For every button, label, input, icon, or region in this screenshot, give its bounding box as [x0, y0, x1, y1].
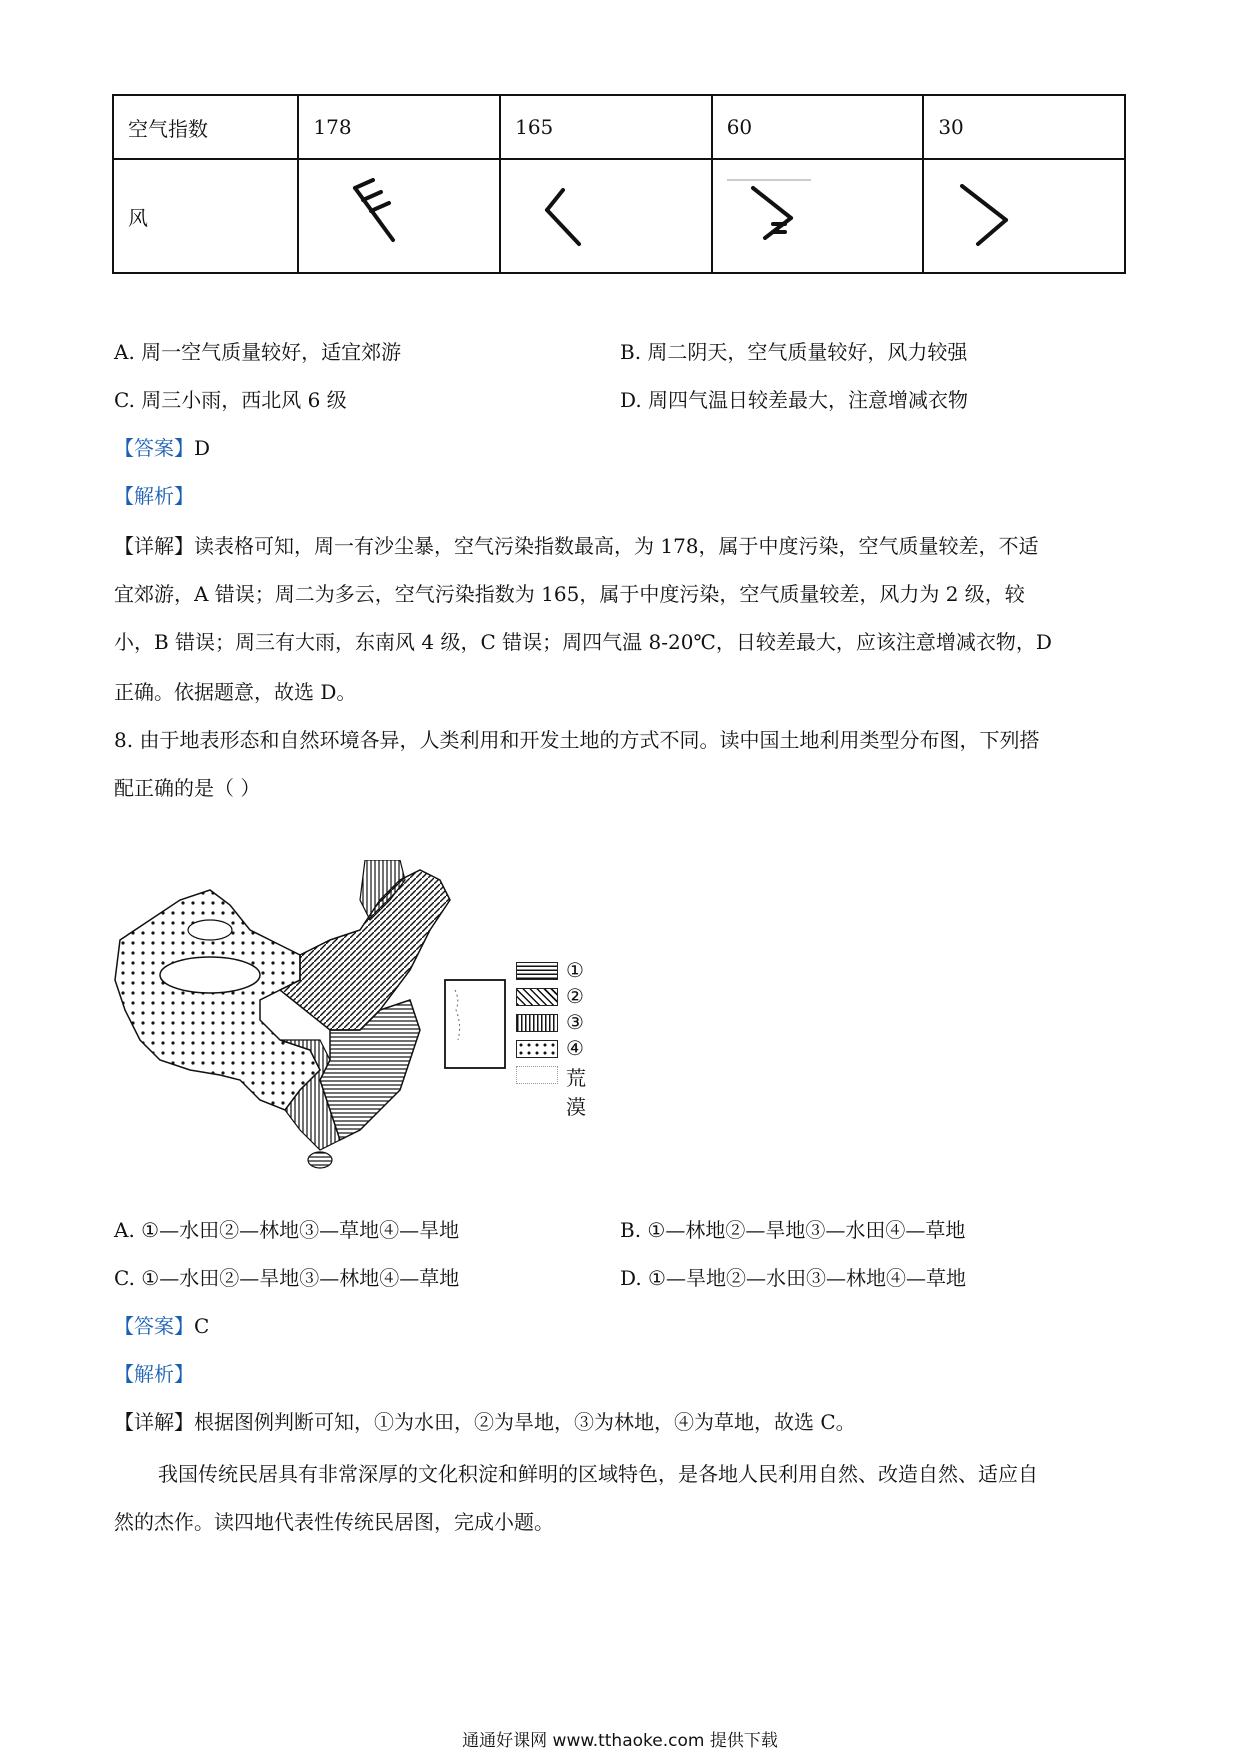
- q8-option-d: D. ①—旱地②—水田③—林地④—草地: [620, 1266, 966, 1290]
- air-index-thu: 30: [923, 95, 1125, 159]
- answer-tag: 【答案】: [114, 1314, 194, 1338]
- south-sea-inset: [445, 980, 505, 1068]
- q8-stem-line-1: 8. 由于地表形态和自然环境各异，人类利用和开发土地的方式不同。读中国土地利用类型分布图，下列搭: [114, 728, 1040, 752]
- q7-detail-line-1: 【详解】读表格可知，周一有沙尘暴，空气污染指数最高，为 178，属于中度污染，空气质量较差，不适: [114, 534, 1039, 558]
- q8-option-c: C. ①—水田②—旱地③—林地④—草地: [114, 1266, 460, 1290]
- q8-option-b: B. ①—林地②—旱地③—水田④—草地: [620, 1218, 966, 1242]
- q7-analysis-tag: 【解析】: [114, 484, 194, 508]
- q7-option-c: C. 周三小雨，西北风 6 级: [114, 388, 347, 412]
- q8-option-a: A. ①—水田②—林地③—草地④—旱地: [114, 1218, 460, 1242]
- answer-value: C: [194, 1314, 210, 1338]
- q8-detail: 【详解】根据图例判断可知，①为水田，②为旱地，③为林地，④为草地，故选 C。: [114, 1410, 856, 1434]
- answer-tag: 【答案】: [114, 436, 194, 460]
- q7-option-d: D. 周四气温日较差最大，注意增减衣物: [620, 388, 969, 412]
- weather-table: [112, 94, 1126, 274]
- page-footer: 通通好课网 www.tthaoke.com 提供下载: [462, 1731, 778, 1751]
- air-index-wed: 60: [712, 95, 924, 159]
- q8-analysis-tag: 【解析】: [114, 1362, 194, 1386]
- table-row: [113, 159, 1125, 273]
- q7-answer: [114, 434, 210, 462]
- map-region-desert: [160, 957, 260, 993]
- q7-detail-line-3: 小，B 错误；周三有大雨，东南风 4 级，C 错误；周四气温 8-20℃，日较差最大，应该注意增减衣物，D: [114, 630, 1052, 654]
- answer-value: D: [194, 436, 211, 460]
- wind-barb-2-icon: [727, 174, 827, 254]
- air-index-tue: 165: [500, 95, 712, 159]
- china-land-use-map: [110, 860, 530, 1190]
- passage-line-2: 然的杰作。读四地代表性传统民居图，完成小题。: [114, 1510, 554, 1534]
- wind-barb-1-icon: [527, 174, 607, 254]
- q7-detail-line-4: 正确。依据题意，故选 D。: [114, 680, 357, 704]
- detail-tag: 【详解】: [114, 1410, 194, 1434]
- wind-barb-0-icon: [938, 174, 1028, 254]
- table-row: [113, 95, 1125, 159]
- q7-detail-line-2: 宜郊游，A 错误；周二为多云，空气污染指数为 165，属于中度污染，空气质量较差，风力为 2 级，较: [114, 582, 1025, 606]
- row-label-wind: 风: [113, 159, 298, 273]
- passage-line-1: 我国传统民居具有非常深厚的文化积淀和鲜明的区域特色，是各地人民利用自然、改造自然、适应自: [158, 1462, 1038, 1486]
- q7-option-b: B. 周二阴天，空气质量较好，风力较强: [620, 340, 968, 364]
- wind-barb-3-icon: [341, 174, 421, 254]
- q7-option-a: A. 周一空气质量较好，适宜郊游: [114, 340, 402, 364]
- q8-stem-line-2: 配正确的是（ ）: [114, 776, 261, 800]
- row-label-air-index: 空气指数: [113, 95, 298, 159]
- detail-tag: 【详解】: [114, 534, 194, 558]
- air-index-mon: 178: [298, 95, 500, 159]
- q8-answer: [114, 1312, 209, 1340]
